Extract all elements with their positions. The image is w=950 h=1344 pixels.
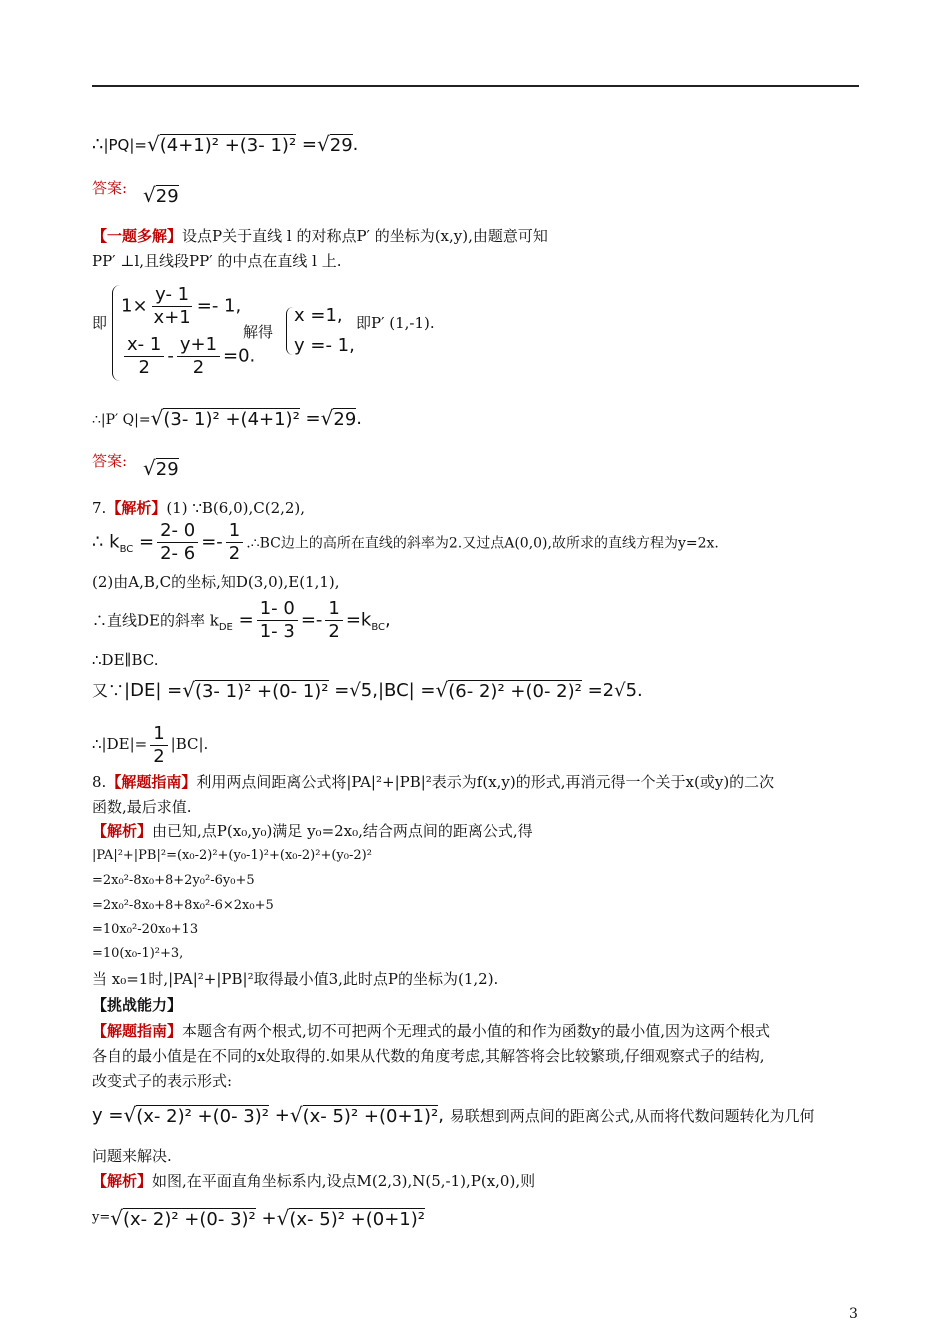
- eq2-num1: x- 1: [124, 334, 164, 357]
- period-2: .: [356, 408, 363, 429]
- eq2-den2: 2: [192, 357, 205, 378]
- kbc-mid: =-: [201, 531, 223, 553]
- therefore-symbol: ∴: [92, 134, 104, 155]
- y-plus: +: [274, 1105, 290, 1126]
- q8-step-3: =2x₀²-8x₀+8+8x₀²-6×2x₀+5: [92, 898, 274, 913]
- kde-eq: =: [232, 609, 254, 631]
- challenge-line-2: 各自的最小值是在不同的x处取得的.如果从代数的角度考虑,其解答将会比较繁琐,仔细观察式子的结构,: [92, 1047, 765, 1065]
- solution-x: x =1,: [294, 305, 343, 326]
- system-eq-2: [121, 334, 255, 379]
- kbc-den: 2- 6: [160, 543, 196, 564]
- left-brace: [112, 285, 121, 381]
- half-den: 2: [153, 745, 165, 767]
- eq2-den1: 2: [138, 357, 150, 378]
- multi-solution-text: 设点P关于直线 l 的对称点P′ 的坐标为(x,y),由题意可知: [182, 227, 548, 245]
- challenge-text: 本题含有两个根式,切不可把两个无理式的最小值的和作为函数y的最小值,因为这两个根式: [182, 1022, 771, 1040]
- kbc-line: [92, 520, 719, 572]
- challenge-heading: 【挑战能力】: [92, 996, 183, 1014]
- p-prime-q-line: [92, 408, 362, 430]
- system-eq-1: [121, 284, 241, 329]
- solution-brace: [286, 307, 293, 355]
- radicand-2: (3- 1)² +(4+1)²: [163, 409, 300, 430]
- y-comma: ,: [438, 1105, 444, 1126]
- jiede-label: 解得: [243, 323, 274, 341]
- half-prefix: ∴|DE|=: [92, 735, 148, 753]
- you-label: 又∵: [92, 681, 125, 700]
- kbc-num: 2- 0: [157, 520, 198, 543]
- eq2-fraction-1: [124, 334, 164, 379]
- eq2-right: =0.: [223, 345, 256, 367]
- y-eq: y =: [92, 1105, 124, 1126]
- y-sqrt-2: √(x- 5)² +(0+1)²: [289, 1103, 439, 1127]
- answer-2-label: 答案:: [92, 452, 128, 470]
- answer-2-radicand: 29: [155, 459, 179, 480]
- y2-sqrt-1: √(x- 2)² +(0- 3)²: [110, 1206, 256, 1230]
- answer-2-value: √29: [143, 456, 179, 480]
- radicand-29: 29: [329, 135, 353, 156]
- de-radicand: (3- 1)² +(0- 1)²: [194, 681, 329, 702]
- kde-line: [92, 598, 391, 650]
- q8-step-1: |PA|²+|PB|²=(x₀-2)²+(y₀-1)²+(x₀-2)²+(y₀-2)²: [92, 848, 372, 863]
- y2-sqrt-2: √(x- 5)² +(0+1)²: [276, 1206, 425, 1230]
- eq1-numerator: y- 1: [152, 284, 192, 307]
- kde-prefix: ∴直线DE的斜率 k: [92, 611, 219, 630]
- kde-fraction: [257, 598, 298, 643]
- q8-solution-text: 由已知,点P(x₀,y₀)满足 y₀=2x₀,结合两点间的距离公式,得: [152, 822, 533, 840]
- challenge-label: 【解题指南】: [92, 1022, 183, 1040]
- p-prime-q-label: ∴|P′ Q|=: [92, 412, 151, 428]
- q7-number: 7.: [92, 499, 107, 517]
- kbc-num2: 1: [226, 520, 243, 543]
- y-radicand-1: (x- 2)² +(0- 3)²: [136, 1106, 269, 1127]
- challenge-line-4: 问题来解决.: [92, 1147, 172, 1165]
- page-number: 3: [849, 1306, 858, 1322]
- q8-text: 利用两点间距离公式将|PA|²+|PB|²表示为f(x,y)的形式,再消元得一个关于x(或y)的二次: [196, 773, 775, 791]
- kbc-prefix: ∴ k: [92, 531, 120, 553]
- multi-solution-line: [92, 226, 548, 246]
- equals-sign: =: [301, 134, 317, 155]
- q7-line: [92, 498, 305, 518]
- q8-solution-label: 【解析】: [92, 822, 153, 840]
- de-length-label: |DE| =: [124, 680, 183, 701]
- y2-plus: +: [261, 1208, 277, 1229]
- kde-sub: DE: [218, 622, 233, 634]
- kde-fraction-2: [325, 598, 342, 643]
- y-sqrt-1: √(x- 2)² +(0- 3)²: [123, 1103, 269, 1127]
- kbc-den2: 2: [228, 543, 241, 564]
- period: .: [352, 134, 359, 155]
- challenge-solution-text: 如图,在平面直角坐标系内,设点M(2,3),N(5,-1),P(x,0),则: [152, 1172, 536, 1190]
- sqrt-29: √29: [317, 132, 353, 156]
- q8-step-5: =10(x₀-1)²+3,: [92, 946, 184, 961]
- sqrt-expression: √(4+1)² +(3- 1)²: [146, 132, 297, 156]
- q7-text: (1) ∵B(6,0),C(2,2),: [166, 499, 306, 517]
- q8-conclusion: 当 x₀=1时,|PA|²+|PB|²取得最小值3,此时点P的坐标为(1,2).: [92, 970, 499, 988]
- q7-part2: (2)由A,B,C的坐标,知D(3,0),E(1,1),: [92, 573, 340, 591]
- half-num: 1: [150, 723, 167, 746]
- kde-comma: ,: [385, 609, 391, 631]
- equals-2: =: [305, 408, 321, 429]
- half-line: [92, 722, 208, 768]
- half-fraction: [150, 723, 167, 768]
- eq1-fraction: [151, 284, 194, 329]
- radicand: (4+1)² +(3- 1)²: [159, 135, 297, 156]
- kbc-text: .∴BC边上的高所在直线的斜率为2.又过点A(0,0),故所求的直线方程为y=2x.: [246, 535, 719, 552]
- bc-sqrt: √(6- 2)² +(0- 2)²: [435, 678, 582, 702]
- answer-1-value: √29: [143, 183, 179, 207]
- eq1-right: =- 1,: [196, 295, 242, 317]
- header-rule: [92, 85, 859, 87]
- eq1-left: 1×: [121, 295, 148, 317]
- radicand-29-b: 29: [333, 409, 357, 430]
- lengths-line: [92, 680, 643, 702]
- challenge-line-3: 改变式子的表示形式:: [92, 1072, 233, 1090]
- pq-line: [92, 134, 358, 156]
- eq1-denominator: x+1: [153, 307, 191, 328]
- kbc-eq: =: [133, 531, 155, 553]
- y2-equation: [92, 1208, 425, 1230]
- kde-den2: 2: [328, 621, 340, 642]
- kde-end: =k: [345, 609, 372, 631]
- kde-end-sub: BC: [371, 622, 386, 634]
- de-result: =√5,: [334, 680, 378, 701]
- q8-number: 8.: [92, 773, 107, 791]
- y-after-text: 易联想到两点间的距离公式,从而将代数问题转化为几何: [449, 1107, 815, 1125]
- q8-step-2: =2x₀²-8x₀+8+2y₀²-6y₀+5: [92, 873, 255, 888]
- sqrt-expression-2: √(3- 1)² +(4+1)²: [150, 406, 300, 430]
- y2-radicand-2: (x- 5)² +(0+1)²: [289, 1209, 425, 1230]
- de-parallel: ∴DE∥BC.: [92, 651, 159, 669]
- challenge-line-1: [92, 1021, 770, 1041]
- q8-line: [92, 772, 774, 792]
- y-equation: [92, 1105, 814, 1127]
- half-post: |BC|.: [170, 735, 209, 753]
- pq-label: |PQ|=: [103, 136, 147, 154]
- bc-length-label: |BC| =: [377, 680, 436, 701]
- de-sqrt: √(3- 1)² +(0- 1)²: [182, 678, 329, 702]
- eq2-minus: -: [167, 345, 174, 367]
- sqrt-29-b: √29: [320, 406, 357, 430]
- eq2-num2: y+1: [177, 334, 220, 357]
- y-radicand-2: (x- 5)² +(0+1)²: [302, 1106, 439, 1127]
- ji-p-text: 即P′ (1,-1).: [356, 314, 435, 332]
- q8-label: 【解题指南】: [106, 773, 197, 791]
- kde-num: 1- 0: [257, 598, 298, 621]
- kbc-sub: BC: [119, 544, 134, 556]
- bc-radicand: (6- 2)² +(0- 2)²: [448, 681, 582, 702]
- kde-num2: 1: [325, 598, 342, 621]
- y2-eq: y=: [92, 1210, 111, 1225]
- answer-1-radicand: 29: [155, 186, 179, 207]
- ji-label: 即: [92, 314, 108, 332]
- challenge-solution: [92, 1171, 535, 1191]
- q8-line-2: 函数,最后求值.: [92, 798, 192, 816]
- multi-solution-label: 【一题多解】: [92, 227, 183, 245]
- q7-label: 【解析】: [106, 499, 167, 517]
- q8-solution: [92, 821, 533, 841]
- eq2-fraction-2: [177, 334, 220, 379]
- bc-result: =2√5.: [587, 680, 643, 701]
- y2-radicand-1: (x- 2)² +(0- 3)²: [123, 1209, 256, 1230]
- solution-y: y =- 1,: [294, 335, 355, 356]
- multi-solution-line-2: PP′ ⊥l,且线段PP′ 的中点在直线 l 上.: [92, 252, 342, 270]
- kbc-fraction: [157, 520, 198, 565]
- kde-den: 1- 3: [259, 621, 295, 642]
- challenge-solution-label: 【解析】: [92, 1172, 153, 1190]
- answer-1-label: 答案:: [92, 179, 128, 197]
- kde-mid: =-: [300, 609, 323, 631]
- kbc-fraction-2: [226, 520, 243, 565]
- q8-step-4: =10x₀²-20x₀+13: [92, 922, 199, 937]
